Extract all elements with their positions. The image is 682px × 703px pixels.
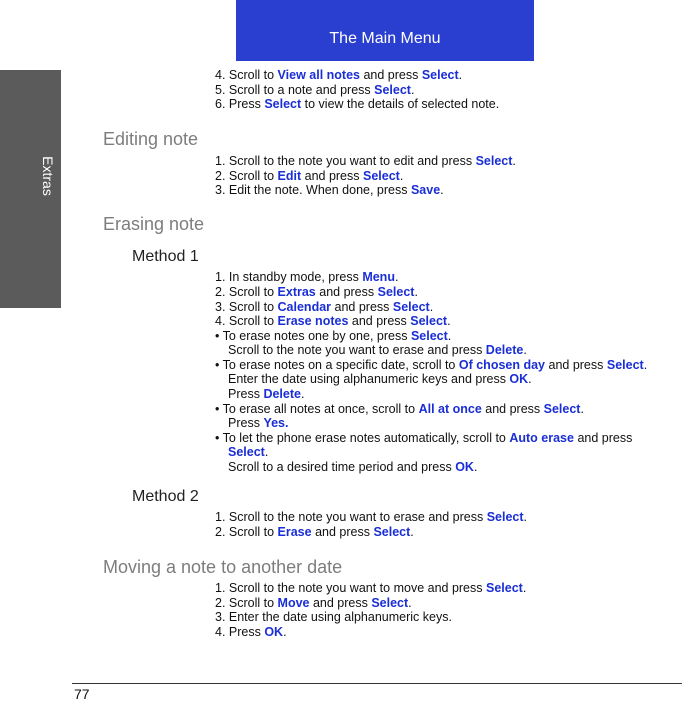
page-number: 77 xyxy=(74,686,90,702)
bullet-continuation: Select. xyxy=(228,445,269,459)
step-line: 1. In standby mode, press Menu. xyxy=(215,270,399,284)
step-line: 2. Scroll to Move and press Select. xyxy=(215,596,412,610)
bullet-line: • To erase notes one by one, press Select. xyxy=(215,329,452,343)
step-line: 2. Scroll to Extras and press Select. xyxy=(215,285,418,299)
bullet-continuation: Press Delete. xyxy=(228,387,305,401)
step-line: 1. Scroll to the note you want to erase and press Select. xyxy=(215,510,528,524)
step-line: 4. Scroll to Erase notes and press Select. xyxy=(215,314,451,328)
footer-divider xyxy=(72,683,682,684)
section-title-editing: Editing note xyxy=(103,129,199,149)
step-line: 5. Scroll to a note and press Select. xyxy=(215,83,415,97)
step-line: 3. Edit the note. When done, press Save. xyxy=(215,183,444,197)
step-line: 2. Scroll to Edit and press Select. xyxy=(215,169,404,183)
bullet-line: • To erase all notes at once, scroll to All at once and press Select. xyxy=(215,402,584,416)
bullet-continuation: Scroll to the note you want to erase and press Delete. xyxy=(228,343,527,357)
step-line: 1. Scroll to the note you want to move and press Select. xyxy=(215,581,527,595)
bullet-continuation: Press Yes. xyxy=(228,416,289,430)
bullet-continuation: Enter the date using alphanumeric keys and press OK. xyxy=(228,372,532,386)
header-title: The Main Menu xyxy=(329,30,441,47)
step-line: 1. Scroll to the note you want to edit and press Select. xyxy=(215,154,516,168)
bullet-line: • To erase notes on a specific date, scroll to Of chosen day and press Select. xyxy=(215,358,648,372)
step-line: 6. Press Select to view the details of selected note. xyxy=(215,97,500,111)
step-line: 4. Scroll to View all notes and press Select. xyxy=(215,68,463,82)
subsection-title-method1: Method 1 xyxy=(132,248,199,265)
bullet-continuation: Scroll to a desired time period and press OK. xyxy=(228,460,478,474)
step-line: 4. Press OK. xyxy=(215,625,287,639)
step-line: 3. Scroll to Calendar and press Select. xyxy=(215,300,434,314)
side-tab-label: Extras xyxy=(40,156,56,196)
subsection-title-method2: Method 2 xyxy=(132,488,199,505)
step-line: 2. Scroll to Erase and press Select. xyxy=(215,525,414,539)
header-banner xyxy=(236,0,534,61)
bullet-line: • To let the phone erase notes automatically, scroll to Auto erase and press xyxy=(215,431,633,445)
step-line: 3. Enter the date using alphanumeric keys. xyxy=(215,610,452,624)
section-title-moving: Moving a note to another date xyxy=(103,557,343,577)
section-title-erasing: Erasing note xyxy=(103,214,205,234)
